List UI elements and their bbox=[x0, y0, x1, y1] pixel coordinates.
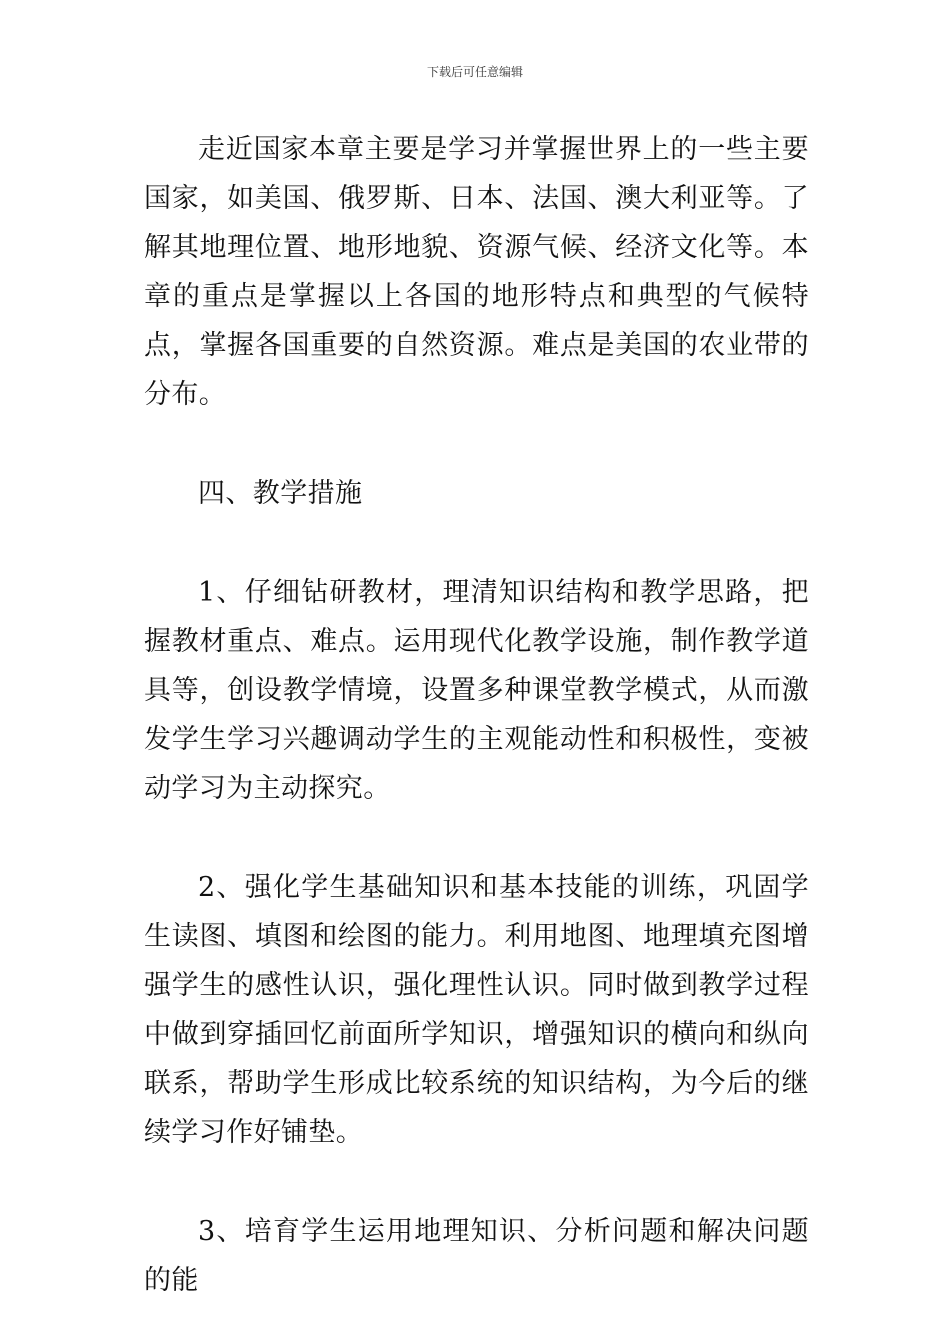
paragraph-chapter-summary: 走近国家本章主要是学习并掌握世界上的一些主要国家，如美国、俄罗斯、日本、法国、澳大利亚等。了解其地理位置、地形地貌、资源气候、经济文化等。本章的重点是掌握以上各国的地形特点和典型的气候特点，掌握各国重要的自然资源。难点是美国的农业带的分布。 bbox=[144, 134, 809, 410]
paragraph-measure-2: 2、强化学生基础知识和基本技能的训练，巩固学生读图、填图和绘图的能力。利用地图、地理填充图增强学生的感性认识，强化理性认识。同时做到教学过程中做到穿插回忆前面所学知识，增强知识的横向和纵向联系，帮助学生形成比较系统的知识结构，为今后的继续学习作好铺垫。 bbox=[144, 872, 809, 1148]
section-heading-teaching-measures: 四、教学措施 bbox=[198, 478, 363, 509]
paragraph-gap bbox=[144, 813, 809, 863]
document-body bbox=[144, 125, 809, 1305]
paragraph-gap bbox=[144, 1157, 809, 1207]
paragraph-gap bbox=[144, 419, 809, 469]
page-header-note: 下载后可任意编辑 bbox=[426, 65, 523, 79]
paragraph-gap bbox=[144, 518, 809, 568]
paragraph-measure-1: 1、仔细钻研教材，理清知识结构和教学思路，把握教材重点、难点。运用现代化教学设施，制作教学道具等，创设教学情境，设置多种课堂教学模式，从而激发学生学习兴趣调动学生的主观能动性和积极性，变被动学习为主动探究。 bbox=[144, 577, 809, 804]
paragraph-measure-3: 3、培育学生运用地理知识、分析问题和解决问题的能 bbox=[144, 1216, 809, 1296]
